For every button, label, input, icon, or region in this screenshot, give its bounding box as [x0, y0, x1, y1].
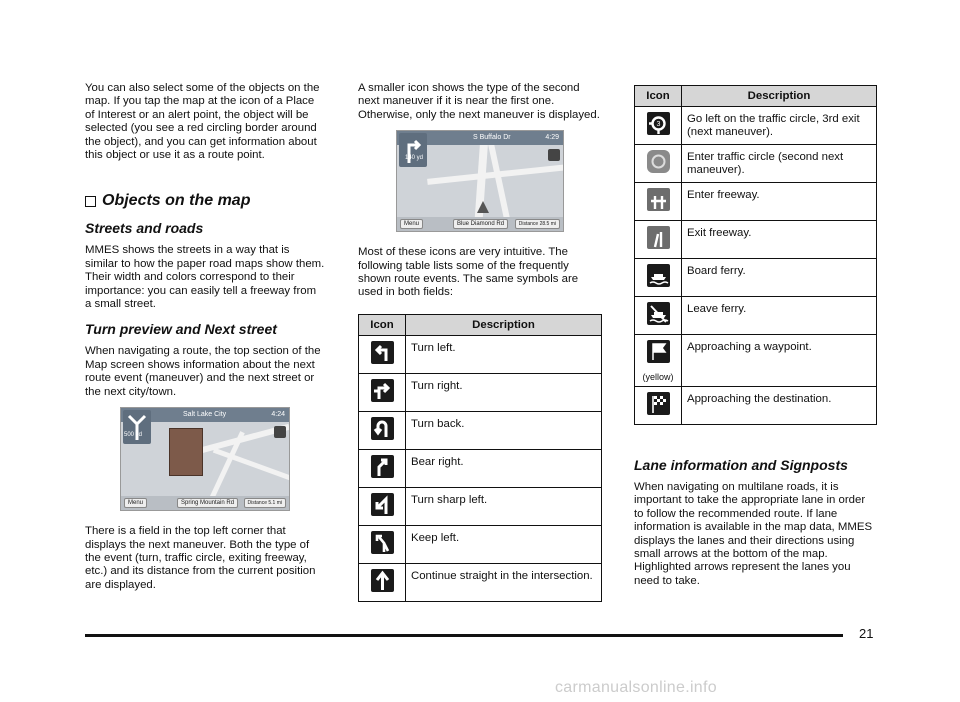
- table-header-description: Description: [406, 314, 602, 335]
- table-cell-description: Bear right.: [406, 449, 602, 487]
- watermark: carmanualsonline.info: [555, 679, 717, 696]
- table-header-icon: Icon: [359, 314, 406, 335]
- checkbox-bullet-icon: [85, 196, 96, 207]
- table-cell-description: Enter traffic circle (second next maneuver).: [682, 145, 877, 183]
- map-screenshot-2: [396, 130, 564, 232]
- table-row: [635, 297, 877, 335]
- turn-preview-paragraph: When navigating a route, the top section of the Map screen shows information about the next route event (maneuver) and the next street or the next city/town.: [85, 345, 321, 398]
- icon-color-note: (yellow): [642, 372, 674, 383]
- map-screenshot-1: [120, 407, 290, 511]
- field-paragraph: There is a field in the top left corner that displays the next maneuver. Both the type of the event (turn, traffic circle, exiting freeway, etc.) and its distance from the current position are displayed.: [85, 525, 316, 591]
- table-row: [359, 525, 602, 563]
- turn-back-icon: [371, 417, 394, 440]
- table-cell-description: Approaching a waypoint.: [682, 335, 877, 387]
- left-column: [85, 82, 325, 600]
- bear-right-icon: [371, 455, 394, 478]
- enter-freeway-icon: [647, 188, 670, 211]
- table-row: [635, 259, 877, 297]
- shot1-street: Salt Lake City: [183, 411, 227, 419]
- shot2-menu: Menu: [400, 219, 423, 229]
- shot2-next-street: Blue Diamond Rd: [453, 219, 508, 229]
- turn-sharp-left-icon: [371, 493, 394, 516]
- shot1-distance: 500 yd: [124, 432, 143, 439]
- table-cell-description: Leave ferry.: [682, 297, 877, 335]
- traffic-circle-icon: [647, 150, 670, 173]
- table-row: [359, 373, 602, 411]
- table-cell-description: Turn right.: [406, 373, 602, 411]
- table-cell-description: Keep left.: [406, 525, 602, 563]
- shot1-menu: Menu: [124, 498, 147, 508]
- table-cell-description: Go left on the traffic circle, 3rd exit (next maneuver).: [682, 107, 877, 145]
- board-ferry-icon: [647, 264, 670, 287]
- events-table: [634, 85, 877, 425]
- maneuver-table: [358, 314, 602, 602]
- section-heading: [85, 192, 325, 210]
- table-row: [635, 183, 877, 221]
- shot2-street: S Buffalo Dr: [473, 134, 511, 142]
- lane-info-paragraph: When navigating on multilane roads, it is important to take the appropriate lane in order to follow the recommended route. If lane information is available in the map data, MMES displays the lanes and their directions using small arrows at the bottom of the map. Highlighted arrows represent the lanes you need to take.: [634, 481, 873, 587]
- table-cell-description: Turn left.: [406, 335, 602, 373]
- shot1-next-street: Spring Mountain Rd: [177, 498, 238, 508]
- streets-heading: Streets and roads: [85, 220, 204, 237]
- table-cell-description: Board ferry.: [682, 259, 877, 297]
- shot2-grid-icon: [548, 149, 560, 161]
- turn-right-icon: [371, 379, 394, 402]
- middle-column: [358, 82, 602, 602]
- svg-text:3: 3: [656, 121, 660, 128]
- turn-left-icon: [371, 341, 394, 364]
- section-heading-text: Objects on the map: [102, 192, 251, 210]
- destination-flag-icon: [647, 392, 670, 415]
- table-row: [359, 563, 602, 601]
- waypoint-flag-icon: [647, 340, 670, 363]
- table-row: [635, 145, 877, 183]
- shot2-time: 4:29: [545, 134, 559, 142]
- second-maneuver-paragraph: A smaller icon shows the type of the second next maneuver if it is near the first one. Otherwise, only the next maneuver is displayed.: [358, 82, 600, 121]
- straight-icon: [371, 569, 394, 592]
- table-cell-description: Approaching the destination.: [682, 387, 877, 425]
- vehicle-arrow-icon: [477, 201, 489, 213]
- table-header-icon: Icon: [635, 86, 682, 107]
- intuitive-paragraph: Most of these icons are very intuitive. The following table lists some of the frequently shown route events. The same symbols are used in both fields:: [358, 246, 579, 299]
- exit-freeway-icon: [647, 226, 670, 249]
- table-cell-description: Continue straight in the intersection.: [406, 563, 602, 601]
- table-row: [359, 449, 602, 487]
- table-row: [635, 107, 877, 145]
- shot2-turn-icon: [399, 133, 427, 167]
- building-3d: [169, 428, 203, 476]
- streets-paragraph: MMES shows the streets in a way that is similar to how the paper road maps show them. Their width and colors correspond to their importance: you can easily tell a freeway from a small street.: [85, 244, 325, 311]
- table-row: [635, 221, 877, 259]
- table-row: [635, 387, 877, 425]
- shot1-time: 4:24: [271, 411, 285, 419]
- right-column: [634, 85, 877, 596]
- shot2-distance: 140 yd: [405, 155, 424, 162]
- table-row: [359, 335, 602, 373]
- table-cell-description: Enter freeway.: [682, 183, 877, 221]
- footer-rule: [85, 634, 843, 637]
- traffic-circle-exit-icon: [647, 112, 670, 135]
- page-number: 21: [859, 626, 874, 641]
- table-row: [359, 411, 602, 449]
- shot1-remaining: Distance 5.1 mi: [244, 498, 286, 508]
- shot1-grid-icon: [274, 426, 286, 438]
- table-header-description: Description: [682, 86, 877, 107]
- table-cell-description: Exit freeway.: [682, 221, 877, 259]
- turn-preview-heading: Turn preview and Next street: [85, 321, 277, 338]
- lane-info-heading: Lane information and Signposts: [634, 457, 848, 473]
- table-cell-description: Turn sharp left.: [406, 487, 602, 525]
- leave-ferry-icon: [647, 302, 670, 325]
- shot1-turn-icon: [123, 410, 151, 444]
- intro-paragraph: You can also select some of the objects on the map. If you tap the map at the icon of a Place of Interest or an alert point, the object will be selected (you see a red circling border around the object), and you can get information about this object or use it as a route point.: [85, 82, 320, 162]
- table-cell-description: Turn back.: [406, 411, 602, 449]
- keep-left-icon: [371, 531, 394, 554]
- table-row: [359, 487, 602, 525]
- shot2-remaining: Distance 28.5 mi: [515, 219, 560, 229]
- table-row: [635, 335, 877, 387]
